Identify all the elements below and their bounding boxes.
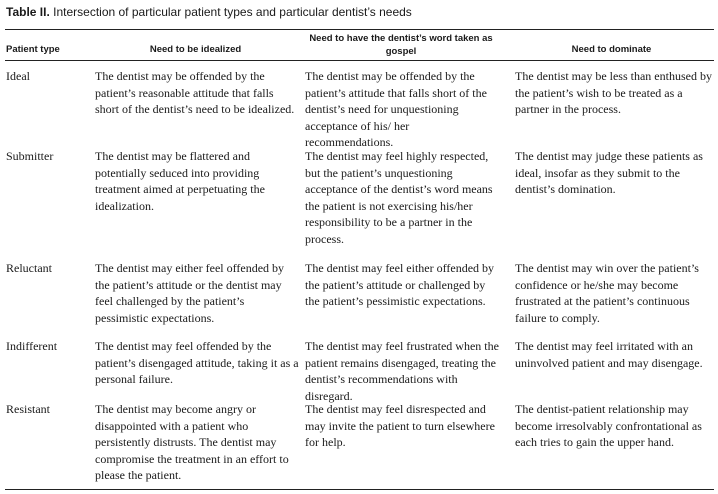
cell-submitter-idealized: The dentist may be flattered and potentially seduced into providing treatment aimed at perpetuating the idealization. bbox=[95, 149, 265, 213]
header-need-gospel: Need to have the dentist’s word taken as gospel bbox=[309, 33, 493, 57]
cell-indifferent-idealized: The dentist may feel offended by the patient’s disengaged attitude, taking it as a personal failure. bbox=[95, 339, 299, 386]
header-need-dominate: Need to dominate bbox=[571, 44, 652, 55]
cell-resistant-dominate: The dentist-patient relationship may become irresolvably confrontational as each tries to gain the upper hand. bbox=[515, 402, 702, 449]
cell-ideal-idealized: The dentist may be offended by the patient’s reasonable attitude that falls short of the dentist’s need to be idealized. bbox=[95, 69, 295, 116]
header-patient-type: Patient type bbox=[6, 44, 60, 55]
table-caption-text: Intersection of particular patient types and particular dentist’s needs bbox=[53, 5, 412, 19]
cell-reluctant-gospel: The dentist may feel either offended by the patient’s attitude or challenged by the patient’s pessimistic expectations. bbox=[305, 261, 495, 308]
row-label-submitter: Submitter bbox=[6, 149, 54, 163]
cell-submitter-dominate: The dentist may judge these patients as ideal, insofar as they submit to the dentist’s domination. bbox=[515, 149, 703, 196]
cell-reluctant-idealized: The dentist may either feel offended by the patient’s attitude or the dentist may feel challenged by the patient’s pessimistic expectations. bbox=[95, 261, 285, 325]
table-caption bbox=[6, 5, 412, 19]
cell-ideal-gospel: The dentist may be offended by the patient’s attitude that falls short of the dentist’s need for unquestioning acceptance of his/ her recommendations. bbox=[305, 69, 487, 149]
cell-ideal-dominate: The dentist may be less than enthused by the patient’s wish to be treated as a partner in the process. bbox=[515, 69, 712, 116]
row-label-ideal: Ideal bbox=[6, 69, 30, 83]
table-caption-label: Table II. bbox=[6, 5, 50, 19]
cell-reluctant-dominate: The dentist may win over the patient’s confidence or he/she may become frustrated at the patient’s continuous failure to comply. bbox=[515, 261, 699, 325]
cell-indifferent-gospel: The dentist may feel frustrated when the patient remains disengaged, treating the dentist’s recommendations with disregard. bbox=[305, 339, 499, 403]
cell-resistant-idealized: The dentist may become angry or disappointed with a patient who persistently distrusts. The dentist may compromise the treatment in an effort to please the patient. bbox=[95, 402, 289, 482]
row-label-reluctant: Reluctant bbox=[6, 261, 52, 275]
table-header-rule bbox=[5, 60, 714, 61]
row-label-indifferent: Indifferent bbox=[6, 339, 58, 353]
cell-resistant-gospel: The dentist may feel disrespected and may invite the patient to turn elsewhere for help. bbox=[305, 402, 495, 449]
table-top-rule bbox=[5, 29, 714, 30]
cell-submitter-gospel: The dentist may feel highly respected, but the patient’s unquestioning acceptance of the dentist’s word means the patient is not exercising his/her responsibility to be a partner in the process. bbox=[305, 149, 493, 246]
table-bottom-rule bbox=[5, 489, 714, 490]
row-label-resistant: Resistant bbox=[6, 402, 50, 416]
header-need-idealized: Need to be idealized bbox=[149, 44, 242, 55]
cell-indifferent-dominate: The dentist may feel irritated with an uninvolved patient and may disengage. bbox=[515, 339, 703, 370]
